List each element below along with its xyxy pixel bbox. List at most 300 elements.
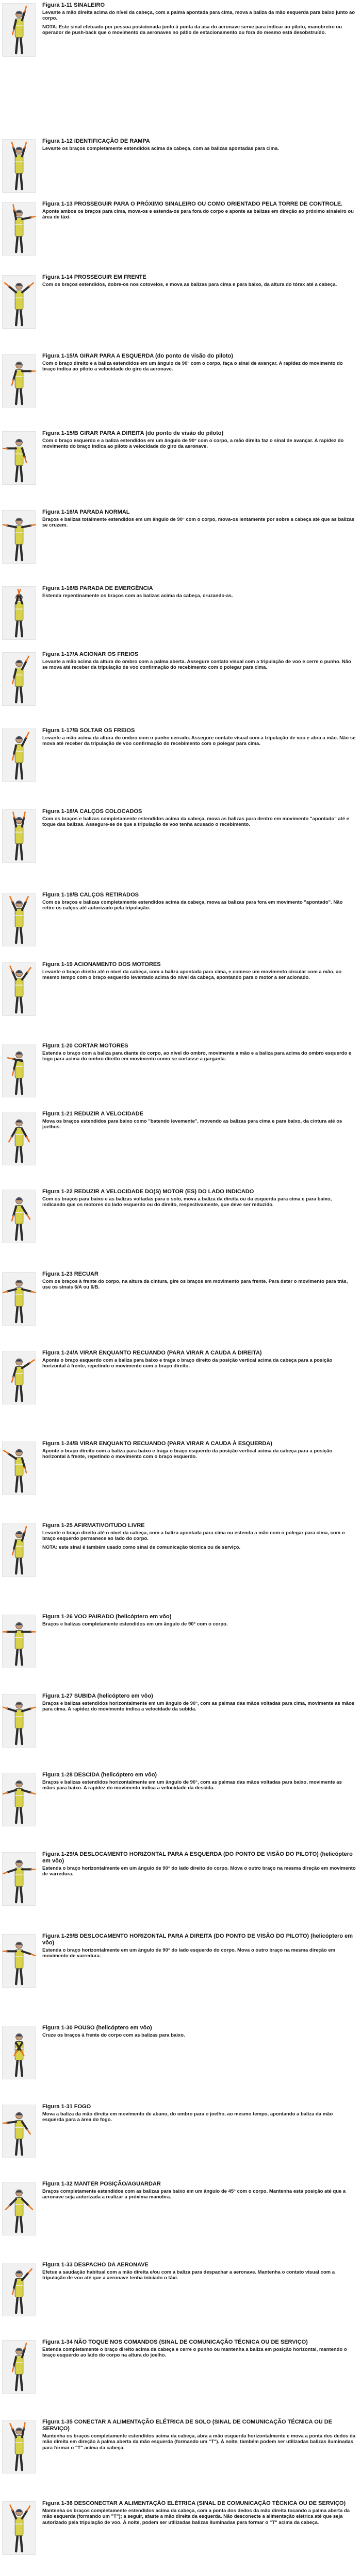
wand-right [25,1467,26,1472]
vest [15,155,23,173]
leg-left [16,2060,18,2076]
wand-left [3,524,7,526]
wand-right [25,142,26,147]
signal-illustration [2,1190,36,1243]
signalman-figure-icon [12,1359,35,1401]
leg-right [21,1649,22,1665]
figure-text [42,2339,356,2361]
figure-text [42,1933,356,1962]
leg-right [21,388,22,404]
vest [15,1868,23,1886]
leg-left [16,544,18,560]
signal-illustration [2,354,36,408]
figure-description: Levante os braços completamente estendidos acima da cabeça, com as balizas apontadas para cima. [42,146,279,151]
arm-right [22,11,25,20]
figure-description: Levante a mão acima da altura do ombro com a palma aberta. Assegure contato visual com a tripulação de voo e cerre o punho. Não se mova até receber da tripulação de voo confirmação do recebimento com o polegar para cima. [42,659,351,671]
vest [15,978,23,996]
wand-right [30,1360,35,1363]
wand-right [28,2269,32,2273]
wand-right [31,1292,36,1293]
figure-block [0,649,361,725]
figure-block [0,507,361,583]
figure-description: NOTA: este sinal é também usado como sinal de comunicação técnica ou de serviço. [42,1544,241,1550]
figure-text [42,808,356,831]
arm-right [22,1708,31,1711]
figure-text [42,138,356,154]
figure-text [42,651,356,673]
figure-block [0,1520,361,1612]
wand-left [12,142,13,147]
leg-left [16,465,18,481]
wand-right [27,2129,30,2134]
signal-illustration [2,431,36,485]
figure-block [0,1348,361,1438]
arm-left [14,210,16,219]
wand-left [12,1377,13,1382]
vest [15,1709,23,1728]
arm-right [22,972,27,979]
wand-left [13,812,14,818]
figure-text [42,1043,356,1065]
figure-block [0,1041,361,1109]
vest [15,602,23,620]
figure-block [0,428,361,507]
wand-left [12,678,14,683]
figure-title: Figura 1-17/B SOLTAR OS FREIOS [42,727,135,734]
signalman-figure-icon [12,2269,31,2313]
leg-right [21,1476,22,1492]
signal-illustration [2,1351,36,1404]
figure-text [42,2500,356,2528]
signal-illustration [2,652,36,706]
leg-right [21,1385,22,1401]
signalman-figure-icon [3,1942,36,1984]
leg-right [21,1557,22,1573]
wand-right [29,283,33,286]
figure-text [42,1440,356,1463]
leg-left [16,2216,18,2232]
leg-left [16,1807,18,1823]
leg-left [16,996,18,1012]
figure-text [42,1614,356,1630]
figure-title: Figura 1-34 NÃO TOQUE NOS COMANDOS (SINAL DE COMUNICAÇÃO TÉCNICA OU DE SERVIÇO) [42,2339,308,2345]
leg-right [21,1224,22,1240]
figure-title: Figura 1-35 CONECTAR A ALIMENTAÇÃO ELÉTRICA DE SOLO (SINAL DE COMUNICAÇÃO TÉCNICA OU DE SERVIÇO) [42,2419,333,2432]
figure-text [42,1522,356,1553]
signal-illustration [2,1934,36,1988]
leg-right [21,2216,22,2232]
leg-left [16,2454,18,2470]
signal-illustration [2,2105,36,2158]
figure-title: Figura 1-31 FOGO [42,2104,91,2110]
figure-title: Figura 1-33 DESPACHO DA AERONAVE [42,2262,149,2268]
figure-description: Levante o braço direito até o nível da cabeça, com a baliza apontada para cima, e comece um movimento circular com a mão, ao mesmo tempo com o braço esquerdo levantado acima do nível da cabeça, apontando para o motor a ser acionado. [42,969,342,981]
wand-right [27,2506,30,2511]
signal-illustration [2,962,36,1016]
arm-left [14,818,16,826]
vest [15,2197,23,2216]
figure-title: Figura 1-29/A DESLOCAMENTO HORIZONTAL PARA A ESQUERDA (DO PONTO DE VISÃO DO PILOTO) (helicóptero em vôo) [42,1851,353,1864]
arm-right [22,1532,25,1540]
wand-left [6,2206,10,2210]
figure-block [0,272,361,351]
signalman-figure-icon [14,2033,24,2076]
figure-description: Aponte o braço direito com a baliza para baixo e traga o braço esquerdo da posição vertical acima da cabeça para a posição horizontal à frente, repetindo o movimento com o braço esquerdo. [42,1448,333,1460]
wand-right [26,896,28,902]
signalman-figure-icon [12,2343,26,2390]
wand-right [26,656,29,662]
figure-description: Com os braços e balizas completamente estendidos acima da cabeça, mova as balizas para fora em movimento "apontado". Não retire os calços até autorizado pela tripulação. [42,900,343,911]
figure-title: Figura 1-17/A ACIONAR OS FREIOS [42,651,139,657]
leg-right [21,762,22,778]
leg-left [16,686,18,702]
figure-description: Braços e balizas estendidos horizontalmente em um ângulo de 90°, com as palmas das mãos voltadas para baixo, movimente as mãos para baixo. A rapidez do movimento indica a velocidade da descida. [42,1780,342,1791]
signalman-figure-icon [10,966,31,1012]
leg-right [21,843,22,859]
figure-description: Com os braços à frente do corpo, na altura da cintura, gire os braços em movimento para frente. Para deter o movimento para trás, use os sinais 6/A ou 6/B. [42,1279,348,1291]
wand-right [27,968,30,972]
figure-text [42,2419,356,2453]
figure-title: Figura 1-29/B DESLOCAMENTO HORIZONTAL PARA A DIREITA (DO PONTO DE VISÃO DO PILOTO) (helicóptero em vôo) [42,1933,353,1946]
figure-block [0,351,361,428]
figure-description: Levante o braço direito até o nível da cabeça, com a baliza apontada para cima ou estenda a mão com o polegar para cima, com o braço esquerdo permanece ao lado do corpo. [42,1530,345,1542]
figure-title: Figura 1-19 ACIONAMENTO DOS MOTORES [42,961,161,968]
figure-title: Figura 1-16/A PARADA NORMAL [42,509,130,515]
leg-left [16,1649,18,1665]
figure-block [0,890,361,959]
figure-description: Estenda o braço horizontalmente em um ângulo de 90° do lado esquerdo do corpo. Mova o outro braço na mesma direção em movimento de varredura. [42,1947,336,1959]
leg-right [21,1078,22,1094]
signalman-figure-icon [5,283,33,325]
signal-illustration [2,1112,36,1165]
arm-left [7,1289,16,1291]
wand-right [31,1707,36,1708]
leg-right [21,1146,22,1162]
signal-illustration [2,1044,36,1097]
leg-right [21,2060,22,2076]
figure-description: Levante a mão direita acima do nível da cabeça, com a palma apontada para cima, mova a baliza da mão esquerda para baixo junto ao corpo. [42,10,355,22]
leg-right [21,686,22,702]
leg-right [21,996,22,1012]
figure-block [0,2023,361,2102]
arm-right [22,1289,31,1291]
figure-block [0,1931,361,2023]
leg-left [16,1078,18,1094]
leg-right [21,2454,22,2470]
wand-left [10,896,12,902]
wand-left [12,29,14,34]
signalman-figure-icon [12,6,26,53]
figure-title: Figura 1-15/A GIRAR PARA A ESQUERDA (do ponto de visão do piloto) [42,353,233,359]
figure-text [42,1189,356,1211]
signalman-figure-icon [3,439,26,481]
figure-text [42,892,356,914]
wand-right [25,2343,26,2348]
figure-text [42,1111,356,1133]
vest [15,526,23,544]
figure-description: Cruze os braços à frente do corpo com as balizas para baixo. [42,2032,185,2038]
leg-right [21,465,22,481]
arm-left [12,2429,16,2437]
signalman-figure-icon [12,142,26,189]
wand-left [3,1872,7,1874]
signal-illustration [2,1615,36,1668]
figure-text [42,2181,356,2203]
figure-block [0,1612,361,1691]
figure-text [42,585,356,601]
figure-block [0,2337,361,2417]
signalman-figure-icon [12,656,28,702]
leg-right [21,2374,22,2390]
leg-left [16,1557,18,1573]
leg-left [16,843,18,859]
figure-block [0,2498,361,2576]
leg-right [21,309,22,325]
figure-text [42,509,356,531]
figure-title: Figura 1-24/B VIRAR ENQUANTO RECUANDO (PARA VIRAR A CAUDA À ESQUERDA) [42,1440,272,1447]
arm-right [22,818,24,826]
figure-text [42,727,356,750]
figure-title: Figura 1-24/A VIRAR ENQUANTO RECUANDO (PARA VIRAR A CAUDA A DIREITA) [42,1350,262,1356]
figure-title: Figura 1-11 SINALEIRO [42,2,105,8]
wand-right [26,733,29,738]
figure-description: Com o braço direito e a baliza estendidos em um ângulo de 90° com o corpo, faça o sinal de avançar. A rapidez do movimento do braço indica ao piloto a velocidade do giro da aeronave. [42,361,343,372]
figure-description: Estenda o braço com a baliza para diante do corpo, ao nível do ombro, movimente a mão e a baliza para acima do ombro esquerdo e logo para acima do ombro direito em movimento como se cortasse a garganta. [42,1050,352,1062]
leg-left [16,620,18,636]
arm-right [22,147,25,156]
signalman-figure-icon [12,1197,30,1240]
figure-description: Mova os braços estendidos para baixo como "batendo levemente", movendo as balizas para cima e para baixo, da cintura até os joelhos. [42,1118,342,1130]
signal-illustration [2,1442,36,1495]
figure-block [0,1187,361,1269]
signalman-figure-icon [10,2422,25,2470]
figure-description: Levante a mão acima da altura do ombro com o punho cerrado. Assegure contato visual com a tripulação de voo e abra a mão. Não se mova até receber da tripulação de voo confirmação do recebimento com o polegar para cima. [42,735,356,747]
signal-illustration [2,1694,36,1748]
leg-right [21,173,22,189]
figure-description: Mantenha os braços completamente estendidos acima da cabeça, com a ponta dos dedos da mão direita tocando a palma aberta da mão esquerda (formando um "T"); a seguir, afaste a mão direita da esquerda. Não desconecte a alimentação elétrica até que seja autorizado pela tripulação de voo. À noite, podem ser utilizadas balizas iluminadas para formar o "T" acima da cabeça. [42,2508,350,2526]
figure-text [42,961,356,984]
signalman-figure-icon [3,1860,36,1902]
figure-block [0,1109,361,1187]
signalman-figure-icon [12,1527,26,1573]
leg-right [21,1728,22,1744]
signalman-figure-icon [12,362,36,404]
arm-right [22,2428,24,2437]
figure-text [42,1350,356,1372]
arm-left [7,1869,16,1872]
signalman-figure-icon [3,518,36,560]
figure-description: Aponte o braço esquerdo com a baliza para baixo e traga o braço direito da posição vertical acima da cabeça para a posição horizontal à frente, repetindo o movimento com o braço direito. [42,1358,333,1369]
signalman-figure-icon [12,733,28,778]
signal-illustration [2,1773,36,1826]
wand-left [13,205,14,210]
figure-text [42,430,356,452]
vest [15,908,23,927]
leg-left [16,1476,18,1492]
signalman-figure-icon [13,205,36,252]
figure-title: Figura 1-25 AFIRMATIVO/TUDO LIVRE [42,1522,145,1529]
vest [15,825,23,843]
figure-block [0,2417,361,2498]
arm-right [22,1363,30,1368]
wand-left [10,2424,12,2429]
wand-left [12,1215,13,1221]
signal-illustration [2,2263,36,2316]
wand-right [28,2206,32,2210]
vest [15,1950,23,1968]
vest [15,1287,23,1306]
leg-right [21,927,22,943]
vest [15,2435,23,2454]
leg-right [21,2297,22,2313]
figure-description: Com os braços estendidos, dobre-os nos cotovelos, e mova as balizas para cima e para baixo, da altura do tórax até a cabeça. [42,282,337,287]
figure-description: Braços completamente estendidos com as balizas para baixo em um ângulo de 45° com o corpo. Mantenha esta posição até que a aeronave seja autorizada a realizar a próxima manobra. [42,2189,346,2200]
figure-title: Figura 1-13 PROSSEGUIR PARA O PRÓXIMO SINALEIRO OU COMO ORIENTADO PELA TORRE DE CONTROLE. [42,201,343,207]
wand-left [10,2505,12,2510]
leg-right [21,1886,22,1902]
leg-right [21,236,22,252]
leg-left [16,1968,18,1984]
figure-description: Com os braços para baixo e as balizas voltadas para o solo, mova a baliza da direita ou da esquerda para cima e para baixo, indicando que os motores do lado esquerdo ou do direito, respectivamente, que deve ser reduzido. [42,1196,332,1208]
figure-title: Figura 1-30 POUSO (helicóptero em vôo) [42,2025,152,2031]
arm-left [7,1708,16,1711]
leg-right [21,37,22,53]
leg-left [16,309,18,325]
figure-block [0,1269,361,1348]
leg-left [16,927,18,943]
figure-text [42,2,356,39]
leg-left [16,2535,18,2551]
arm-right [22,1951,31,1954]
figure-title: Figura 1-18/B CALÇOS RETIRADOS [42,892,139,898]
vest [15,217,23,236]
arm-right [22,2511,27,2518]
figure-block [0,1438,361,1520]
figure-block [0,1691,361,1770]
leg-left [16,236,18,252]
signalman-figure-icon [13,812,25,859]
wand-left [4,1451,8,1454]
signalman-figure-icon [3,2112,30,2155]
signal-illustration [2,2340,36,2394]
leg-left [16,1224,18,1240]
arm-left [13,147,16,156]
arm-right [22,902,26,910]
figure-description: Estenda repentinamente os braços com as balizas acima da cabeça, cruzando-as. [42,593,233,599]
leg-left [16,1146,18,1162]
figure-title: Figura 1-21 REDUZIR A VELOCIDADE [42,1111,143,1117]
wand-right [24,812,25,818]
figure-description: Estenda o braço horizontalmente em um ângulo de 90° do lado direito do corpo. Mova o outro braço na mesma direção em movimento de varredura. [42,1866,356,1877]
arm-right [22,2348,25,2357]
figure-text [42,1851,356,1880]
wand-right [31,524,36,526]
signalman-figure-icon [4,1449,26,1492]
signal-illustration [2,3,36,57]
figure-block [0,806,361,890]
figure-block [0,959,361,1041]
leg-right [21,620,22,636]
arm-left [7,526,16,527]
signal-illustration [2,275,36,329]
wand-left [12,2289,14,2294]
signal-illustration [2,139,36,193]
figure-description: Com o braço esquerdo e a baliza estendidos em um ângulo de 90° com o corpo, a mão direita faz o sinal de avançar. A rapidez do movimento do braço indica ao piloto a velocidade do giro da aeronave. [42,438,344,450]
leg-left [16,2139,18,2155]
figure-text [42,1271,356,1293]
leg-left [16,1385,18,1401]
figure-title: Figura 1-20 CORTAR MOTORES [42,1043,128,1049]
figure-title: Figura 1-16/B PARADA DE EMERGÊNCIA [42,585,153,591]
signal-illustration [2,202,36,256]
figure-block [0,2260,361,2337]
figure-text [42,201,356,223]
signalman-figure-icon [8,1052,23,1094]
leg-left [16,1886,18,1902]
leg-left [16,2297,18,2313]
figure-text [42,2262,356,2284]
figure-block [0,1770,361,1849]
wand-right [25,6,26,11]
vest [15,1630,23,1649]
leg-left [16,173,18,189]
signal-illustration [2,2026,36,2079]
signalman-figure-icon [15,589,23,636]
signalman-figure-icon [3,1781,36,1823]
leg-right [21,544,22,560]
wand-right [8,1058,13,1059]
signal-illustration [2,2182,36,2235]
wand-left [3,1292,7,1293]
signal-illustration [2,1272,36,1326]
signalman-figure-icon [3,1280,36,1322]
signal-illustration [2,2501,36,2555]
arm-left [7,2122,17,2123]
signal-illustration [2,586,36,640]
signalman-figure-icon [9,1120,29,1162]
wand-left [12,1549,14,1554]
wand-left [12,754,14,759]
wand-left [9,1137,11,1142]
vest [15,291,23,309]
signal-illustration [2,809,36,863]
leg-left [16,1306,18,1322]
figure-text [42,274,356,290]
wand-left [12,2366,14,2371]
figure-title: Figura 1-28 DESCIDA (helicóptero em vôo) [42,1772,157,1778]
signal-illustration [2,893,36,946]
figure-title: Figura 1-36 DESCONECTAR A ALIMENTAÇÃO ELÉTRICA (SINAL DE COMUNICAÇÃO TÉCNICA OU DE SERVIÇO) [42,2500,346,2506]
figure-description: Mantenha os braços completamente estendidos acima da cabeça, abra a mão esquerda horizontalmente e mova a ponta dos dedos da mão direita em direção à palma aberta da mão esquerda (formando um "T"). À noite, também podem ser utilizadas balizas iluminadas para formar o "T" acima da cabeça. [42,2433,356,2451]
wand-left [3,1792,7,1794]
figure-description: Efetue a saudação habitual com a mão direita e/ou com a baliza para despachar a aeronave. Mantenha o contato visual com a tripulação de voo até que a aeronave tenha iniciado o táxi. [42,2269,335,2281]
figure-text [42,2104,356,2126]
wand-right [25,1527,26,1532]
leg-left [16,388,18,404]
wand-right [25,457,26,462]
wand-left [12,380,13,385]
leg-left [16,1728,18,1744]
figure-description: NOTA: Este sinal efetuado por pessoa posicionada junto à ponta da asa do aeronave serve para indicar ao piloto, manobreiro ou operador de push-back que o movimento da aeronaves no pátio de estacionamento ou fora do mesmo está desobstruído. [42,24,342,36]
figure-title: Figura 1-27 SUBIDA (helicóptero em vôo) [42,1693,153,1699]
arm-right [22,2273,28,2280]
arm-right [22,1790,31,1792]
figure-block [0,199,361,272]
leg-left [16,2374,18,2390]
leg-right [21,2139,22,2155]
leg-left [16,762,18,778]
figure-text [42,1693,356,1715]
